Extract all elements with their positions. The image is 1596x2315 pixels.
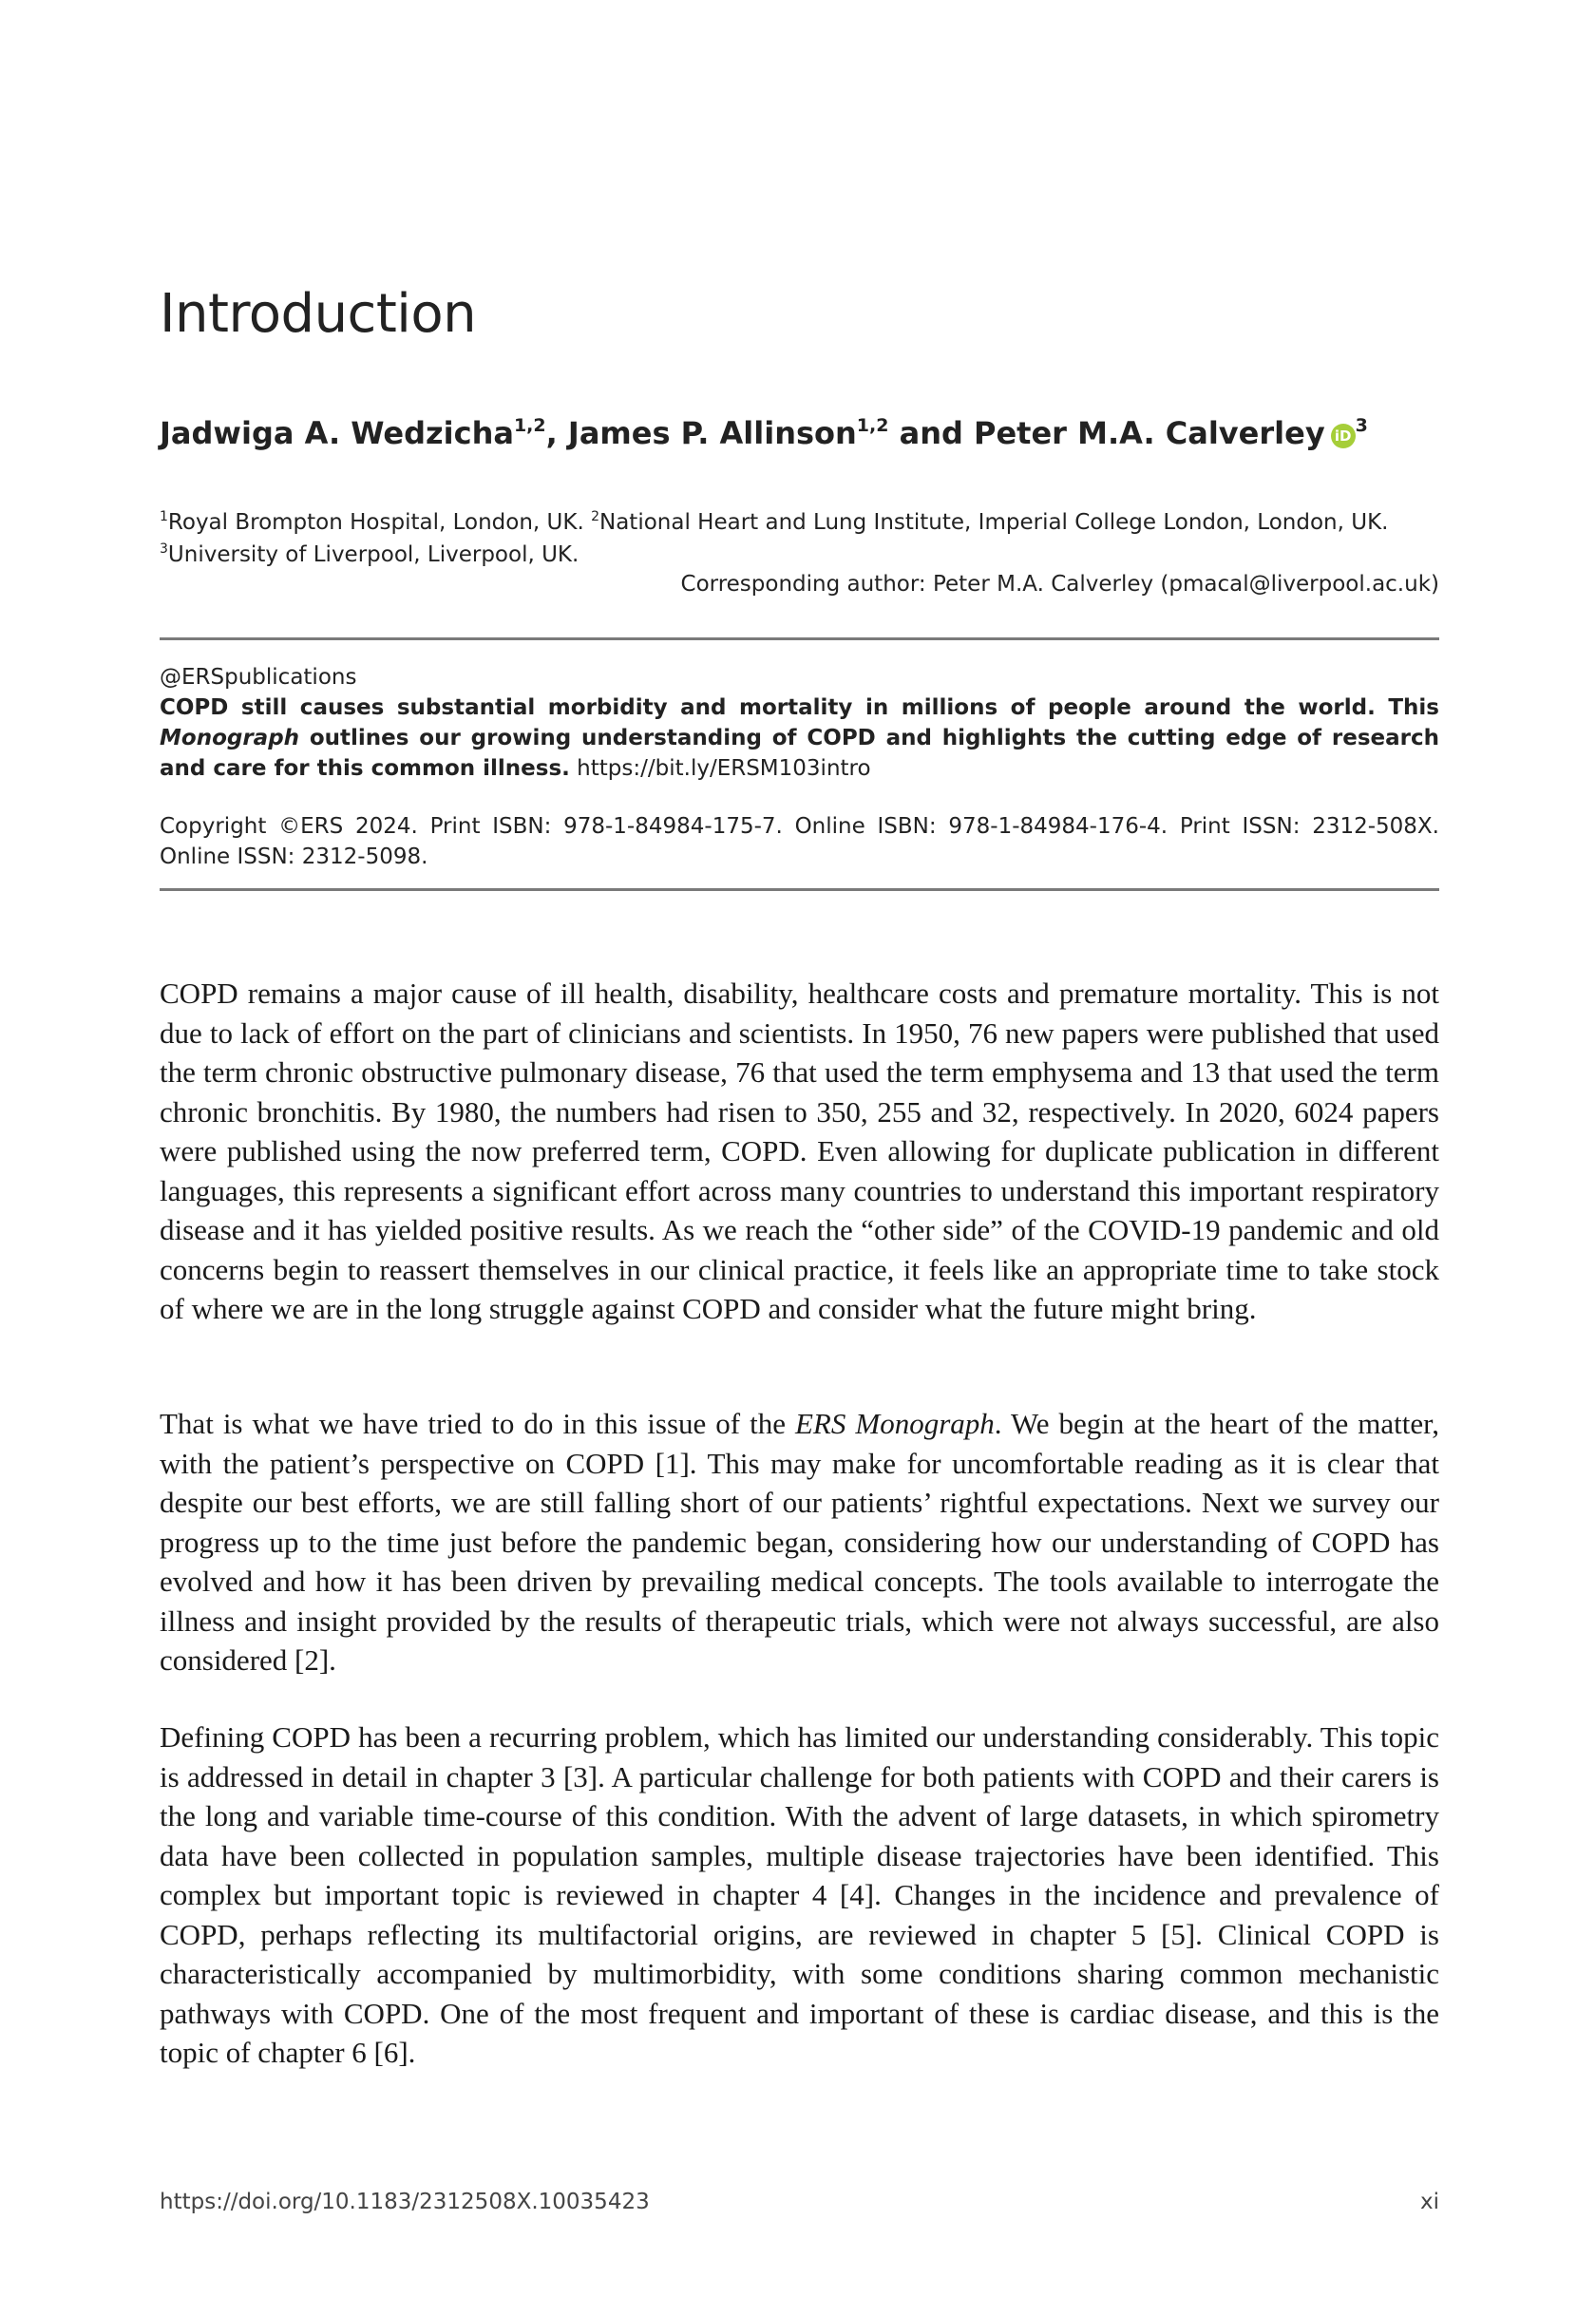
orcid-icon[interactable]: iD: [1331, 424, 1356, 448]
tweet-summary: [160, 693, 1439, 784]
author-name: Peter M.A. Calverley: [974, 415, 1325, 451]
affiliations: [160, 506, 1439, 571]
author-list: [160, 415, 1368, 451]
page-number: xi: [1419, 2190, 1439, 2214]
body-paragraph-2: [160, 1404, 1439, 1680]
divider-bottom: [160, 888, 1439, 891]
affiliation-text: Royal Brompton Hospital, London, UK.: [167, 510, 584, 535]
article-title: Introduction: [160, 283, 477, 345]
affiliation-marker: 3: [160, 541, 168, 557]
monograph-title: ERS Monograph: [795, 1407, 995, 1440]
copyright-notice: Copyright ©ERS 2024. Print ISBN: 978-1-84984-175-7. Online ISBN: 978-1-84984-176-4. Print ISSN: 2312-508X. Online ISSN: 2312-5098.: [160, 814, 1439, 869]
affiliation-text: National Heart and Lung Institute, Imperial College London, London, UK.: [599, 510, 1389, 535]
divider-top: [160, 637, 1439, 640]
tweet-text: COPD still causes substantial morbidity and mortality in millions of people around the world. This: [160, 695, 1439, 720]
affiliation-marker: 2: [591, 509, 599, 524]
short-link[interactable]: https://bit.ly/ERSM103intro: [569, 756, 871, 781]
tweet-text: outlines our growing understanding of COPD and highlights the cutting edge of research and care for this common illness.: [160, 726, 1439, 781]
corresponding-author: Corresponding author: Peter M.A. Calverley (pmacal@liverpool.ac.uk): [680, 572, 1439, 597]
page-footer: [160, 2190, 1439, 2214]
author-affiliation-marker: 1,2: [856, 415, 889, 436]
paragraph-text: . We begin at the heart of the matter, with the patient’s perspective on COPD [1]. This may make for uncomfortable reading as it is clear that despite our best efforts, we are still falling short of our patients’ rightful expectations. Next we survey our progress up to the time just before the pandemic began, considering how our understanding of COPD has evolved and how it has been driven by prevailing medical concepts. The tools available to interrogate the illness and insight provided by the results of therapeutic trials, which were not always successful, are also considered [2].: [160, 1407, 1439, 1677]
affiliation-marker: 1: [160, 509, 168, 524]
author-affiliation-marker: 1,2: [513, 415, 546, 436]
twitter-handle: @ERSpublications: [160, 665, 357, 690]
author-name: Jadwiga A. Wedzicha: [160, 415, 514, 451]
doi-link[interactable]: https://doi.org/10.1183/2312508X.10035423: [160, 2190, 650, 2214]
author-name: James P. Allinson: [567, 415, 857, 451]
paragraph-text: That is what we have tried to do in this issue of the: [160, 1407, 795, 1440]
ers-publications-box: [160, 662, 1439, 784]
author-separator: and: [888, 415, 975, 451]
author-separator: ,: [545, 415, 568, 451]
affiliation-text: University of Liverpool, Liverpool, UK.: [167, 542, 580, 567]
author-affiliation-marker: 3: [1355, 415, 1368, 436]
tweet-italic-text: Monograph: [160, 726, 300, 750]
body-paragraph-1: COPD remains a major cause of ill health, disability, healthcare costs and premature mortality. This is not due to lack of effort on the part of clinicians and scientists. In 1950, 76 new papers were published that used the term chronic obstructive pulmonary disease, 76 that used the term emphysema and 13 that used the term chronic bronchitis. By 1980, the numbers had risen to 350, 255 and 32, respectively. In 2020, 6024 papers were published using the now preferred term, COPD. Even allowing for duplicate publication in different languages, this represents a significant effort across many countries to understand this important respiratory disease and it has yielded positive results. As we reach the “other side” of the COVID-19 pandemic and old concerns begin to reassert themselves in our clinical practice, it feels like an appropriate time to take stock of where we are in the long struggle against COPD and consider what the future might bring.: [160, 977, 1439, 1325]
body-paragraph-3: Defining COPD has been a recurring problem, which has limited our understanding considerably. This topic is addressed in detail in chapter 3 [3]. A particular challenge for both patients with COPD and their carers is the long and variable time-course of this condition. With the advent of large datasets, in which spirometry data have been collected in population samples, multiple disease trajectories have been identified. This complex but important topic is reviewed in chapter 4 [4]. Changes in the incidence and prevalence of COPD, perhaps reflecting its multifactorial origins, are reviewed in chapter 5 [5]. Clinical COPD is characteristically accompanied by multimorbidity, with some conditions sharing common mechanistic pathways with COPD. One of the most frequent and important of these is cardiac disease, and this is the topic of chapter 6 [6].: [160, 1720, 1439, 2069]
